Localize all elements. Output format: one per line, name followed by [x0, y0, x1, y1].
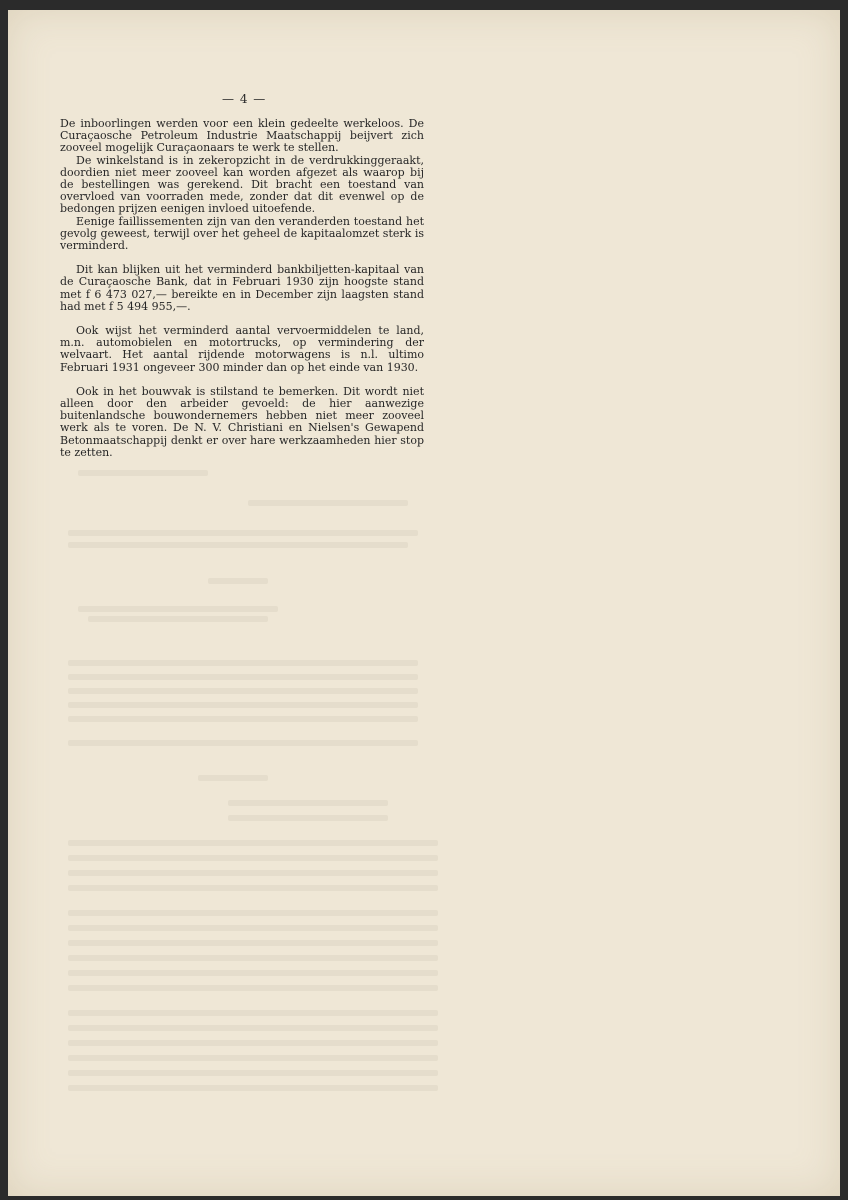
paragraph: Ook in het bouwvak is stilstand te bemerken. Dit wordt niet alleen door den arbeider gevoeld: de hier aanwezige buitenlandsche bouwondernemers hebben niet meer zooveel werk als te voren. De N. V. Christiani en Nielsen's Gewapend Betonmaatschappij denkt er over hare werkzaamheden hier stop te zetten.: [60, 384, 424, 459]
paragraph: De inboorlingen werden voor een klein gedeelte werkeloos. De Curaçaosche Petroleum Industrie Maatschappij beijvert zich zooveel mogelijk Curaçaonaars te werk te stellen.: [60, 117, 424, 155]
paragraph: Dit kan blijken uit het verminderd bankbiljetten-kapitaal van de Curaçaosche Bank, dat in Februari 1930 zijn hoogste stand met f 6 473 027,— bereikte en in December zijn laagsten stand had met f 5 494 955,—.: [60, 263, 424, 313]
page-number: — 4 —: [222, 92, 267, 106]
paragraph: Eenige faillissementen zijn van den veranderden toestand het gevolg geweest, terwijl over het geheel de kapitaalomzet sterk is verminderd.: [60, 214, 424, 253]
paragraph: De winkelstand is in zekeropzicht in de verdrukkinggeraakt, doordien niet meer zooveel kan worden afgezet als waarop bij de bestellingen was gerekend. Dit bracht een toestand van overvloed van voorraden mede, zonder dat dit evenwel op de bedongen prijzen eenigen invloed uitoefende.: [60, 153, 424, 216]
paragraph: Ook wijst het verminderd aantal vervoermiddelen te land, m.n. automobielen en motortrucks, op vermindering der welvaart. Het aantal rijdende motorwagens is n.l. ultimo Februari 1931 ongeveer 300 minder dan op het einde van 1930.: [60, 324, 424, 374]
body-text: [60, 118, 424, 459]
